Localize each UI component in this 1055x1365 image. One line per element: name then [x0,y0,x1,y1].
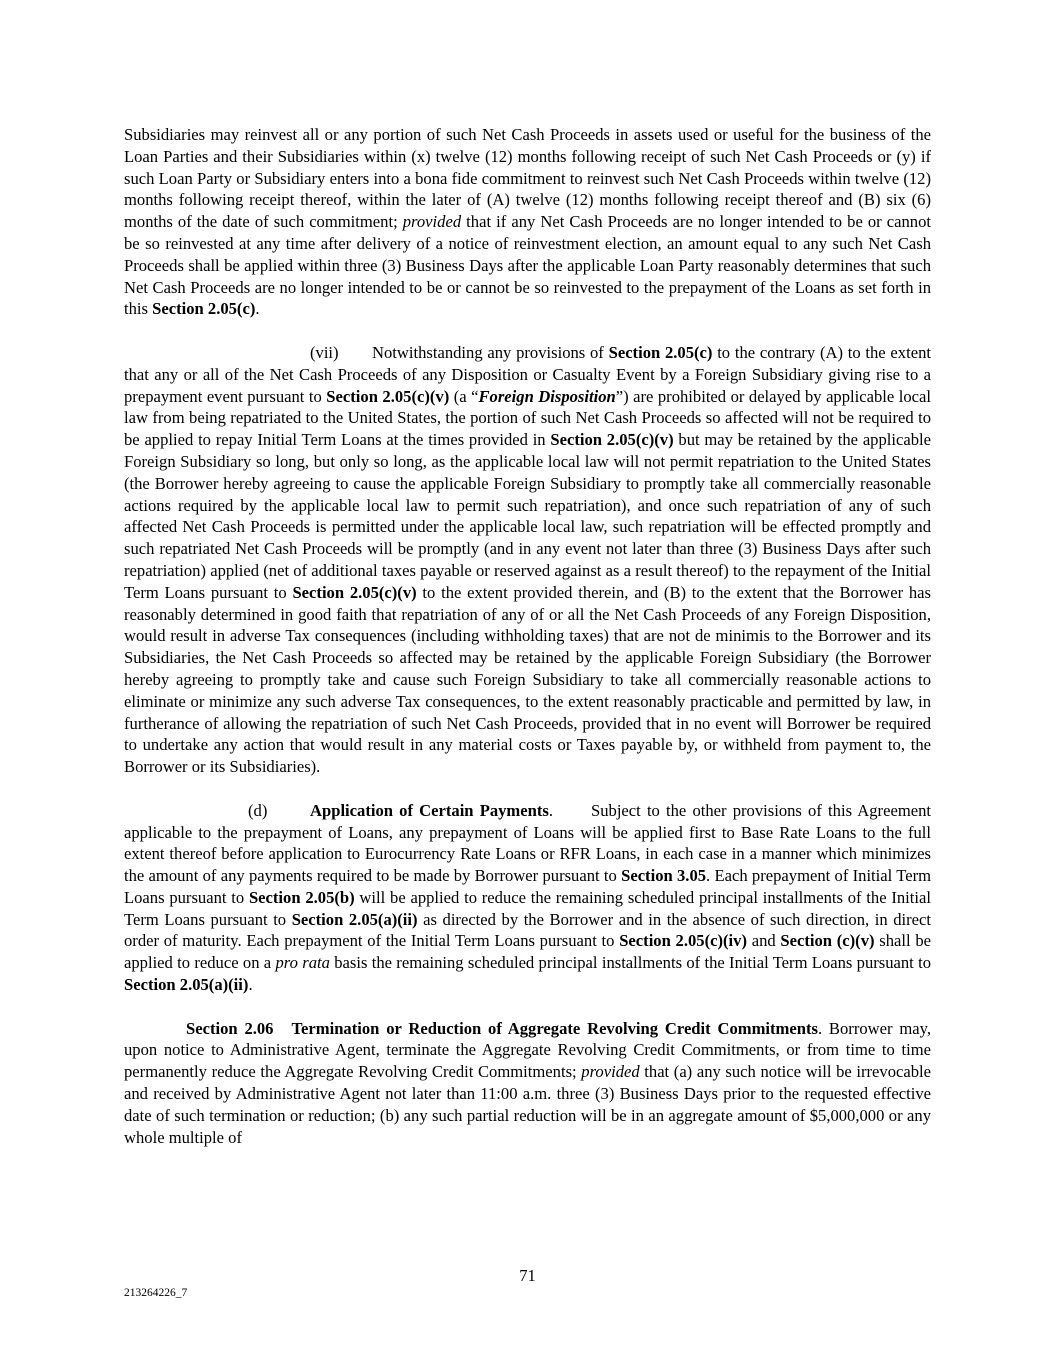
document-id: 213264226_7 [124,1287,188,1299]
text: but may be retained by the applicable Foreign Subsidiary so long, but only so long, as the applicable local law will not permit repatriation to the United States (the Borrower hereby agreeing to cause the applicable Foreign Subsidiary to promptly take all commercially reasonable actions required by the applicable local law to permit such repatriation), and once such repatriation of any of such affected Net Cash Proceeds is permitted under the applicable local law, such repatriation will be effected promptly and such repatriated Net Cash Proceeds will be promptly (and in any event not later than three (3) Business Days after such repatriation) applied (net of additional taxes payable or reserved against as a result thereof) to the repayment of the Initial Term Loans pursuant to [124,430,931,602]
section-reference: Section 2.05(b) [248,887,355,907]
section-heading: Termination or Reduction of Aggregate Revolving Credit Commitments [291,1018,818,1038]
text: ”) are prohibited or delayed by applicable local law from being repatriated to the United States, the portion of such Net Cash Proceeds so affected will not be required to be applied to repay Initial Term Loans at the times provided in [124,386,931,450]
paragraph-d [124,800,931,996]
italic-term: pro rata [275,953,330,973]
italic-term: provided [402,212,462,232]
text: . [255,299,260,319]
clause-label: (d) [248,800,268,820]
paragraph-reinvestment [124,124,931,320]
text: and [746,931,781,951]
section-reference: Section 3.05 [621,866,707,886]
section-reference: Section 2.05(c)(iv) [619,931,747,951]
text: Borrower may, upon notice to Administrative Agent, terminate the Aggregate Revolving Credit Commitments, or from time to time permanently reduce the Aggregate Revolving Credit Commitments; [124,1018,931,1082]
section-reference: Section 2.05(c)(v) [292,582,417,602]
text: . Each prepayment of Initial Term Loans pursuant to [124,866,932,907]
text: to the contrary (A) to the extent that any or all of the Net Cash Proceeds of any Disposition or Casualty Event by a Foreign Subsidiary giving rise to a prepayment event pursuant to [124,342,931,406]
text: basis the remaining scheduled principal installments of the Initial Term Loans pursuant to [329,953,932,973]
document-body [124,124,931,1170]
text: (a “ [449,386,479,406]
clause-label: (vii) [310,342,339,362]
section-reference: Section 2.05(c) [608,342,713,362]
text: that (a) any such notice will be irrevocable and received by Administrative Agent not later than 11:00 a.m. three (3) Business Days prior to the requested effective date of such termination or reduction; (b) any such partial reduction will be in an aggregate amount of $5,000,000 or any whole multiple of [124,1062,931,1147]
text: . [248,975,253,995]
section-reference: Section 2.05(c)(v) [550,430,674,450]
text: to the extent provided therein, and (B) to the extent that the Borrower has reasonably determined in good faith that repatriation of any of or all the Net Cash Proceeds of any Foreign Disposition, would result in adverse Tax consequences (including withholding taxes) that are not de minimis to the Borrower and its Subsidiaries, the Net Cash Proceeds so affected may be retained by the applicable Foreign Subsidiary (the Borrower hereby agreeing to promptly take and cause such Foreign Subsidiary to take all commercially reasonable actions to eliminate or minimize any such adverse Tax consequences, to the extent reasonably practicable and permitted by law, in furtherance of allowing the repatriation of such Net Cash Proceeds, provided that in no event will Borrower be required to undertake any action that would result in any material costs or Taxes payable by, or withheld from payment to, the Borrower or its Subsidiaries). [124,582,931,777]
section-number: Section 2.06 [186,1018,274,1038]
section-reference: Section (c)(v) [780,931,875,951]
section-reference: Section 2.05(c)(v) [326,386,450,406]
section-reference: Section 2.05(c) [152,299,256,319]
section-reference: Section 2.05(a)(ii) [291,909,418,929]
paragraph-section-2-06 [124,1018,931,1149]
paragraph-vii [124,342,931,778]
text: Subject to the other provisions of this Agreement applicable to the prepayment of Loans, any prepayment of Loans will be applied first to Base Rate Loans to the full extent thereof before application to Eurocurrency Rate Loans or RFR Loans, in each case in a manner which minimizes the amount of any payments required to be made by Borrower pursuant to [124,800,931,886]
page-number: 71 [519,1266,536,1285]
text: shall be applied to reduce on a [124,931,931,973]
clause-heading: Application of Certain Payments [310,800,549,820]
italic-term: provided [581,1062,640,1082]
text: as directed by the Borrower and in the absence of such direction, in direct order of maturity. Each prepayment of the Initial Term Loans pursuant to [124,909,931,951]
text: that if any Net Cash Proceeds are no longer intended to be or cannot be so reinvested at any time after delivery of a notice of reinvestment election, an amount equal to any such Net Cash Proceeds shall be applied within three (3) Business Days after the applicable Loan Party reasonably determines that such Net Cash Proceeds are no longer intended to be or cannot be so reinvested to the prepayment of the Loans as set forth in this [124,212,931,319]
text: Subsidiaries may reinvest all or any portion of such Net Cash Proceeds in assets used or useful for the business of the Loan Parties and their Subsidiaries within (x) twelve (12) months following receipt of such Net Cash Proceeds or (y) if such Loan Party or Subsidiary enters into a bona fide commitment to reinvest such Net Cash Proceeds within twelve (12) months following receipt thereof, within the later of (A) twelve (12) months following receipt thereof and (B) six (6) months of the date of such commitment; [124,125,931,232]
text: . [817,1018,823,1038]
text: Notwithstanding any provisions of [372,342,609,362]
defined-term: Foreign Disposition [478,386,616,406]
text: will be applied to reduce the remaining scheduled principal installments of the Initial Term Loans pursuant to [124,887,931,929]
section-reference: Section 2.05(a)(ii) [124,975,249,995]
text: . [548,800,553,820]
